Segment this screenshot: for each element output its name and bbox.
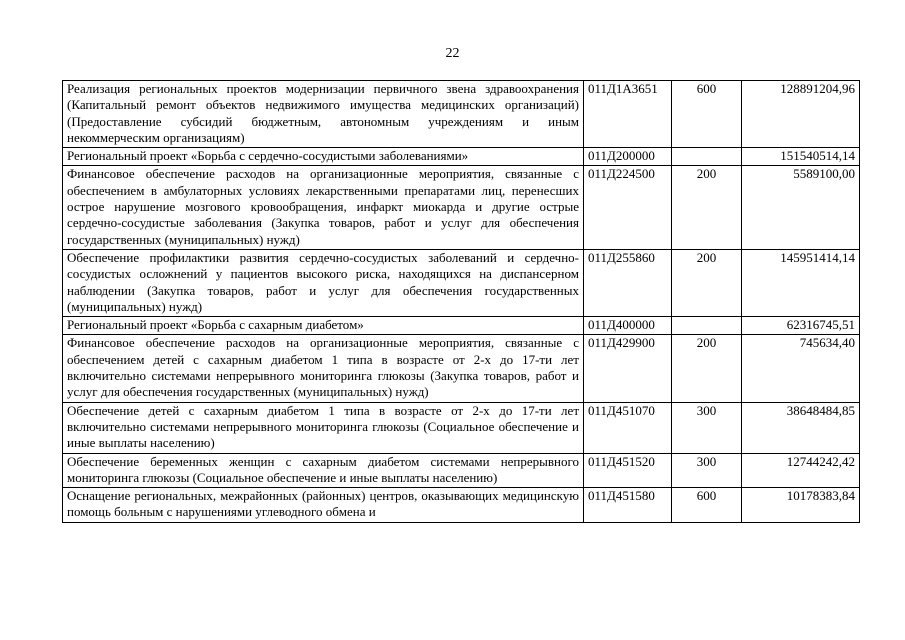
row-type-cell: 200 (672, 249, 742, 316)
table-row (63, 335, 860, 402)
row-name-cell: Финансовое обеспечение расходов на организационные мероприятия, связанные с обеспечением детей с сахарным диабетом 1 типа в возрасте от 2-х до 17-ти лет включительно системами непрерывного мониторинга глюкозы (Закупка товаров, работ и услуг для обеспечения государственных (муниципальных) нужд) (63, 335, 584, 402)
row-sum-cell: 10178383,84 (742, 488, 860, 523)
table-row (63, 249, 860, 316)
row-code-cell: 011Д400000 (584, 317, 672, 335)
row-sum-cell: 151540514,14 (742, 148, 860, 166)
table-row (63, 402, 860, 453)
row-code-cell: 011Д1А3651 (584, 81, 672, 148)
row-sum-cell: 62316745,51 (742, 317, 860, 335)
table-row (63, 166, 860, 249)
row-name-cell: Региональный проект «Борьба с сердечно-сосудистыми заболеваниями» (63, 148, 584, 166)
row-type-cell: 200 (672, 166, 742, 249)
row-code-cell: 011Д200000 (584, 148, 672, 166)
row-name-cell: Региональный проект «Борьба с сахарным диабетом» (63, 317, 584, 335)
row-name-cell: Оснащение региональных, межрайонных (районных) центров, оказывающих медицинскую помощь больным с нарушениями углеводного обмена и (63, 488, 584, 523)
row-code-cell: 011Д451070 (584, 402, 672, 453)
table-row (63, 453, 860, 488)
row-type-cell (672, 317, 742, 335)
row-code-cell: 011Д224500 (584, 166, 672, 249)
budget-table (62, 80, 860, 523)
row-name-cell: Финансовое обеспечение расходов на организационные мероприятия, связанные с обеспечением в амбулаторных условиях лекарственными препаратами лиц, перенесших острое нарушение мозгового кровообращения, инфаркт миокарда и другие острые сердечно-сосудистые заболевания (Закупка товаров, работ и услуг для обеспечения государственных (муниципальных) нужд) (63, 166, 584, 249)
row-code-cell: 011Д255860 (584, 249, 672, 316)
row-code-cell: 011Д451520 (584, 453, 672, 488)
row-type-cell (672, 148, 742, 166)
row-sum-cell: 12744242,42 (742, 453, 860, 488)
row-type-cell: 600 (672, 81, 742, 148)
page-number: 22 (445, 46, 460, 61)
table-row (63, 317, 860, 335)
row-sum-cell: 145951414,14 (742, 249, 860, 316)
table-row (63, 148, 860, 166)
row-code-cell: 011Д451580 (584, 488, 672, 523)
row-sum-cell: 745634,40 (742, 335, 860, 402)
row-name-cell: Обеспечение профилактики развития сердечно-сосудистых заболеваний и сердечно-сосудистых осложнений у пациентов высокого риска, находящихся на диспансерном наблюдении (Закупка товаров, работ и услуг для обеспечения государственных (муниципальных) нужд) (63, 249, 584, 316)
row-name-cell: Обеспечение беременных женщин с сахарным диабетом системами непрерывного мониторинга глюкозы (Социальное обеспечение и иные выплаты населению) (63, 453, 584, 488)
row-type-cell: 200 (672, 335, 742, 402)
table-row (63, 81, 860, 148)
table-row (63, 488, 860, 523)
row-sum-cell: 38648484,85 (742, 402, 860, 453)
row-name-cell: Обеспечение детей с сахарным диабетом 1 типа в возрасте от 2-х до 17-ти лет включительно системами непрерывного мониторинга глюкозы (Социальное обеспечение и иные выплаты населению) (63, 402, 584, 453)
row-sum-cell: 128891204,96 (742, 81, 860, 148)
row-name-cell: Реализация региональных проектов модернизации первичного звена здравоохранения (Капитальный ремонт объектов недвижимого имущества медицинских организаций) (Предоставление субсидий бюджетным, автономным учреждениям и иным некоммерческим организациям) (63, 81, 584, 148)
row-sum-cell: 5589100,00 (742, 166, 860, 249)
row-type-cell: 300 (672, 402, 742, 453)
row-type-cell: 600 (672, 488, 742, 523)
row-code-cell: 011Д429900 (584, 335, 672, 402)
row-type-cell: 300 (672, 453, 742, 488)
